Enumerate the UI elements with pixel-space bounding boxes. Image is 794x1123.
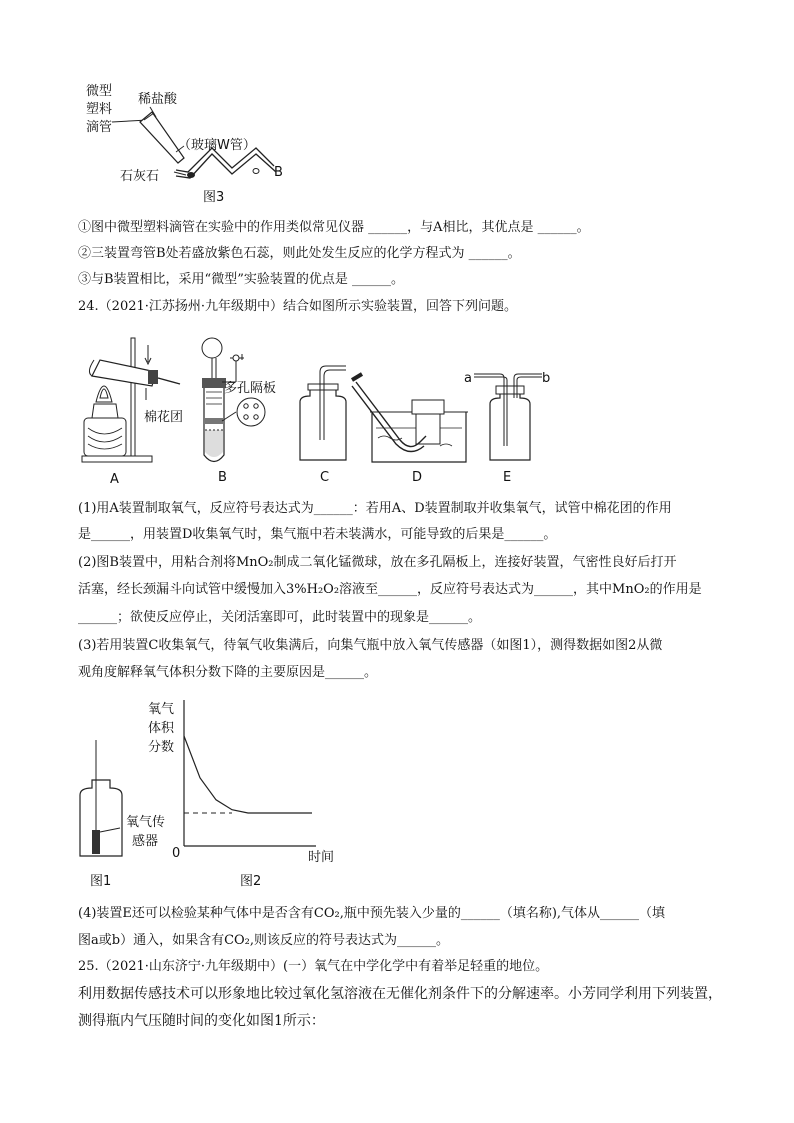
label-tube-a: a bbox=[464, 371, 472, 386]
label-porous-plate: 多孔隔板 bbox=[224, 381, 277, 396]
chart-ylabel-line1: 氧气 bbox=[148, 702, 175, 717]
label-oxygen-sensor-1: 氧气传 bbox=[126, 815, 166, 830]
chart-ylabel-line2: 体积 bbox=[148, 721, 175, 736]
label-cotton: 棉花团 bbox=[144, 410, 184, 425]
q25-line2: 测得瓶内气压随时间的变化如图1所示： bbox=[78, 1013, 325, 1029]
apparatus-name-d: D bbox=[412, 470, 423, 485]
q24-p2-line2: 活塞，经长颈漏斗向试管中缓慢加入3%H₂O₂溶液至______，反应符号表达式为______，其中MnO₂的作用是 bbox=[78, 582, 702, 597]
q23-item-1: ①图中微型塑料滴管在实验中的作用类似常见仪器 ______，与A相比，其优点是 ______。 bbox=[78, 220, 590, 235]
chart-ylabel-line3: 分数 bbox=[148, 740, 175, 755]
label-microtube-3: 滴管 bbox=[86, 120, 113, 135]
q25-line1: 利用数据传感技术可以形象地比较过氧化氢溶液在无催化剂条件下的分解速率。小芳同学利用下列装置， bbox=[78, 986, 722, 1002]
label-oxygen-sensor-2: 感器 bbox=[132, 834, 159, 849]
q24-header: 24.（2021·江苏扬州·九年级期中）结合如图所示实验装置，回答下列问题。 bbox=[78, 299, 518, 314]
q23-item-2: ②三装置弯管B处若盛放紫色石蕊，则此处发生反应的化学方程式为 ______。 bbox=[78, 246, 521, 261]
apparatus-name-e: E bbox=[503, 470, 512, 485]
apparatus-name-b: B bbox=[218, 470, 227, 485]
q24-p4-line2: 图a或b）通入，如果含有CO₂,则该反应的符号表达式为______。 bbox=[78, 933, 450, 948]
q25-header: 25.（2021·山东济宁·九年级期中）(一）氧气在中学化学中有着举足轻重的地位。 bbox=[78, 959, 549, 974]
figure-1-caption: 图1 bbox=[90, 874, 112, 889]
label-microtube-2: 塑料 bbox=[86, 102, 113, 117]
label-b: B bbox=[274, 165, 283, 180]
chart-origin-label: 0 bbox=[172, 846, 181, 861]
figure-3-caption: 图3 bbox=[203, 190, 225, 205]
chart-series-line bbox=[184, 736, 312, 813]
label-dilute-hcl: 稀盐酸 bbox=[138, 92, 178, 107]
figure-2-caption: 图2 bbox=[240, 874, 262, 889]
q24-p1-line1: (1)用A装置制取氧气，反应符号表达式为______：若用A、D装置制取并收集氧气，试管中棉花团的作用 bbox=[78, 501, 672, 516]
apparatus-name-c: C bbox=[320, 470, 330, 485]
label-limestone: 石灰石 bbox=[120, 169, 160, 184]
label-microtube-1: 微型 bbox=[86, 84, 113, 99]
label-glass-w-tube: （玻璃W管） bbox=[178, 138, 256, 153]
q24-p4-line1: (4)装置E还可以检验某种气体中是否含有CO₂,瓶中预先装入少量的______（填名称),气体从______（填 bbox=[78, 906, 666, 921]
chart-xlabel: 时间 bbox=[308, 850, 335, 865]
q24-p2-line1: (2)图B装置中，用粘合剂将MnO₂制成二氧化锰微球，放在多孔隔板上，连接好装置，气密性良好后打开 bbox=[78, 555, 677, 570]
q24-p2-line3: ______；欲使反应停止，关闭活塞即可，此时装置中的现象是______。 bbox=[78, 610, 482, 625]
label-tube-b: b bbox=[542, 371, 551, 386]
apparatus-name-a: A bbox=[110, 472, 119, 487]
q24-p3-line2: 观角度解释氧气体积分数下降的主要原因是______。 bbox=[78, 665, 378, 680]
q23-item-3: ③与B装置相比，采用“微型”实验装置的优点是 ______。 bbox=[78, 272, 404, 287]
q24-p3-line1: (3)若用装置C收集氧气，待氧气收集满后，向集气瓶中放入氧气传感器（如图1），测得数据如图2从微 bbox=[78, 638, 663, 653]
q24-p1-line2: 是______，用装置D收集氧气时，集气瓶中若未装满水，可能导致的后果是______。 bbox=[78, 527, 557, 542]
